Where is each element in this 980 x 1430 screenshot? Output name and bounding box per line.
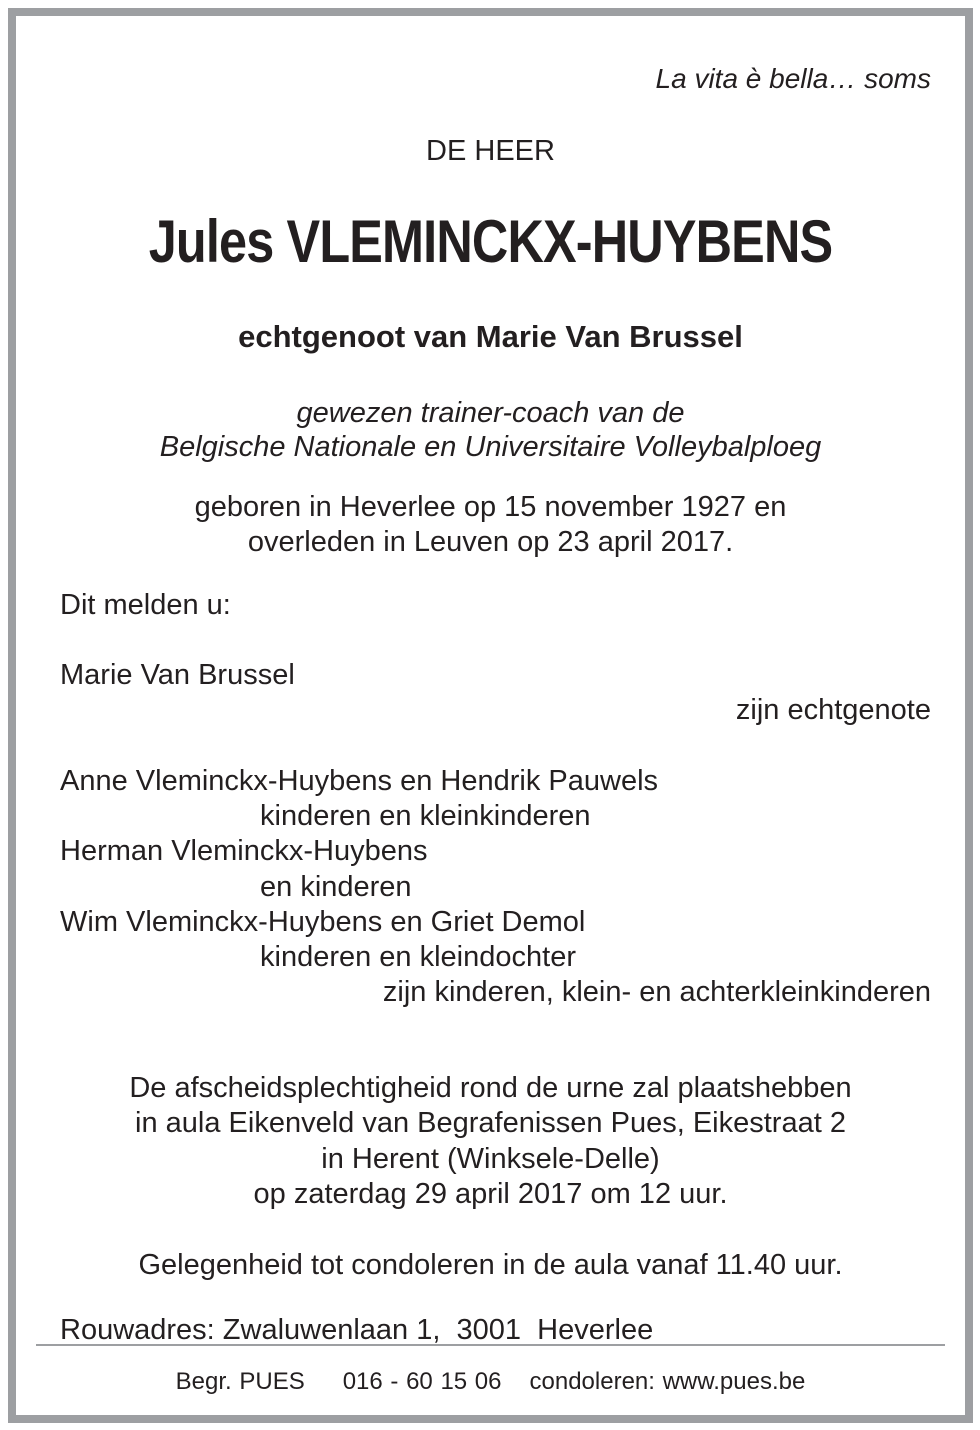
child3-name: Wim Vleminckx-Huybens en Griet Demol <box>60 906 586 938</box>
footer <box>16 1368 965 1396</box>
born-line: geboren in Heverlee op 15 november 1927 en <box>194 491 787 523</box>
role-line-2: Belgische Nationale en Universitaire Volleybalploeg <box>159 431 822 463</box>
condolence-line: Gelegenheid tot condoleren in de aula vanaf 11.40 uur. <box>138 1249 843 1281</box>
motto: La vita è bella… soms <box>655 63 931 94</box>
undertaker-phone: 016 - 60 15 06 <box>342 1368 502 1395</box>
spouse-line: echtgenoot van Marie Van Brussel <box>238 319 743 354</box>
ceremony-line-4: op zaterdag 29 april 2017 om 12 uur. <box>253 1178 728 1210</box>
condolence-website[interactable]: condoleren: www.pues.be <box>529 1368 806 1395</box>
child2-name: Herman Vleminckx-Huybens <box>60 835 428 867</box>
died-line: overleden in Leuven op 23 april 2017. <box>247 526 734 558</box>
deceased-name: Jules VLEMINCKX-HUYBENS <box>148 208 833 275</box>
ceremony-line-3: in Herent (Winksele-Delle) <box>321 1143 660 1175</box>
wife-relation: zijn echtgenote <box>735 694 931 726</box>
wife-name: Marie Van Brussel <box>60 659 295 691</box>
announce-line: Dit melden u: <box>60 589 231 621</box>
child1-name: Anne Vleminckx-Huybens en Hendrik Pauwels <box>60 765 659 797</box>
child1-relation: kinderen en kleinkinderen <box>260 800 591 832</box>
role-line-1: gewezen trainer-coach van de <box>296 397 685 429</box>
ceremony-line-2: in aula Eikenveld van Begrafenissen Pues, Eikestraat 2 <box>135 1107 846 1139</box>
address-line: Rouwadres: Zwaluwenlaan 1, 3001 Heverlee <box>60 1314 654 1346</box>
child3-relation: kinderen en kleindochter <box>260 941 576 973</box>
notice-frame <box>8 8 973 1423</box>
group-relation: zijn kinderen, klein- en achterkleinkinderen <box>382 976 931 1008</box>
footer-divider <box>36 1344 945 1346</box>
ceremony-line-1: De afscheidsplechtigheid rond de urne zal plaatshebben <box>129 1072 852 1104</box>
child2-relation: en kinderen <box>260 871 412 903</box>
undertaker-name: Begr. PUES <box>175 1368 305 1395</box>
title: DE HEER <box>426 135 555 167</box>
